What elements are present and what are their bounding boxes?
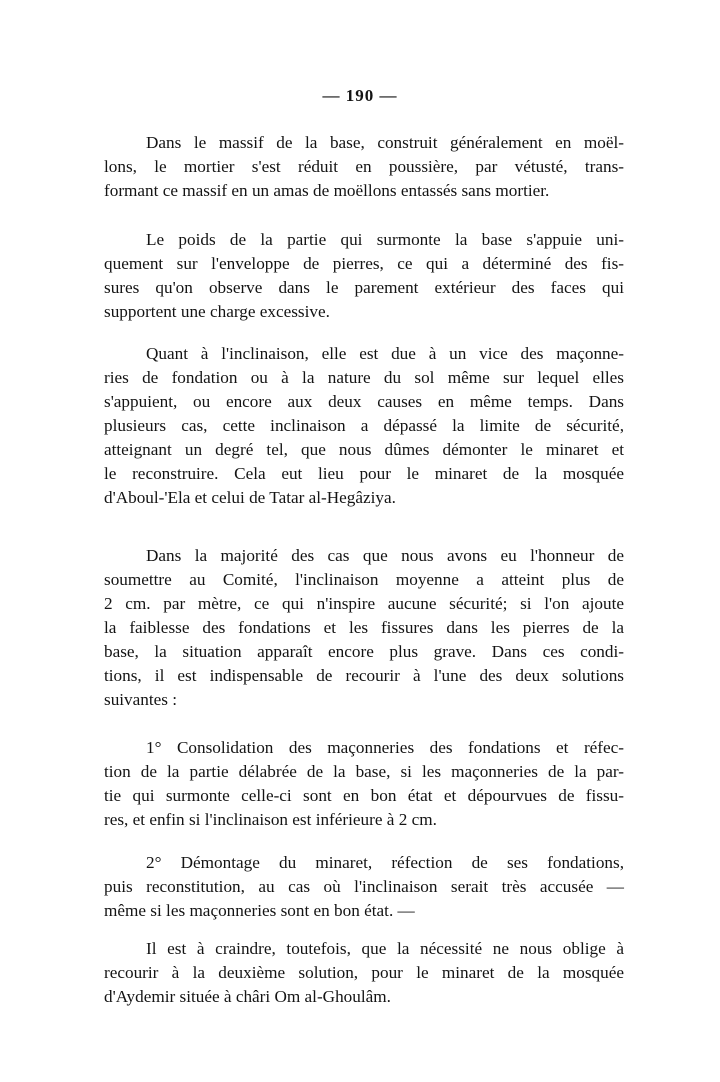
text-line: la faiblesse des fondations et les fissures dans les pierres de la	[104, 618, 624, 637]
paragraph-conclusion	[104, 937, 624, 1009]
paragraph-solution-2	[104, 851, 624, 923]
page-number: — 190 —	[322, 86, 398, 105]
text-line: s'appuient, ou encore aux deux causes en même temps. Dans	[104, 392, 624, 411]
text-line: d'Aydemir située à châri Om al-Ghoulâm.	[104, 987, 391, 1006]
text-line: tion de la partie délabrée de la base, si les maçonneries de la par-	[104, 762, 624, 781]
text-line: 2 cm. par mètre, ce qui n'inspire aucune sécurité; si l'on ajoute	[104, 594, 624, 613]
text-line: plusieurs cas, cette inclinaison a dépassé la limite de sécurité,	[104, 416, 624, 435]
text-line: lons, le mortier s'est réduit en poussière, par vétusté, trans-	[104, 157, 624, 176]
text-line: base, la situation apparaît encore plus grave. Dans ces condi-	[104, 642, 624, 661]
paragraph-inclination-causes	[104, 342, 624, 510]
text-line: Il est à craindre, toutefois, que la nécessité ne nous oblige à	[146, 939, 624, 958]
text-line: recourir à la deuxième solution, pour le minaret de la mosquée	[104, 963, 624, 982]
text-line: même si les maçonneries sont en bon état. —	[104, 901, 415, 920]
text-line: 1° Consolidation des maçonneries des fondations et réfec-	[146, 738, 624, 757]
text-line: supportent une charge excessive.	[104, 302, 330, 321]
text-line: formant ce massif en un amas de moëllons entassés sans mortier.	[104, 181, 550, 200]
text-line: res, et enfin si l'inclinaison est inférieure à 2 cm.	[104, 810, 437, 829]
text-line: soumettre au Comité, l'inclinaison moyenne a atteint plus de	[104, 570, 624, 589]
paragraph-load-distribution	[104, 228, 624, 324]
text-line: atteignant un degré tel, que nous dûmes démonter le minaret et	[104, 440, 624, 459]
text-line: Dans le massif de la base, construit généralement en moël-	[146, 133, 624, 152]
text-line: d'Aboul-'Ela et celui de Tatar al-Hegâziya.	[104, 488, 396, 507]
paragraph-average-inclination	[104, 544, 624, 712]
text-line: sures qu'on observe dans le parement extérieur des faces qui	[104, 278, 624, 297]
text-line: Quant à l'inclinaison, elle est due à un vice des maçonne-	[146, 344, 624, 363]
text-line: le reconstruire. Cela eut lieu pour le minaret de la mosquée	[104, 464, 624, 483]
text-line: Dans la majorité des cas que nous avons eu l'honneur de	[146, 546, 624, 565]
paragraph-base-masonry	[104, 131, 624, 203]
text-line: 2° Démontage du minaret, réfection de ses fondations,	[146, 853, 624, 872]
text-line: puis reconstitution, au cas où l'inclinaison serait très accusée —	[104, 877, 624, 896]
text-line: ries de fondation ou à la nature du sol même sur lequel elles	[104, 368, 624, 387]
text-line: quement sur l'enveloppe de pierres, ce qui a déterminé des fis-	[104, 254, 624, 273]
text-line: tions, il est indispensable de recourir à l'une des deux solutions	[104, 666, 624, 685]
text-line: suivantes :	[104, 690, 178, 709]
text-line: tie qui surmonte celle-ci sont en bon état et dépourvues de fissu-	[104, 786, 624, 805]
text-line: Le poids de la partie qui surmonte la base s'appuie uni-	[146, 230, 624, 249]
paragraph-solution-1	[104, 736, 624, 832]
